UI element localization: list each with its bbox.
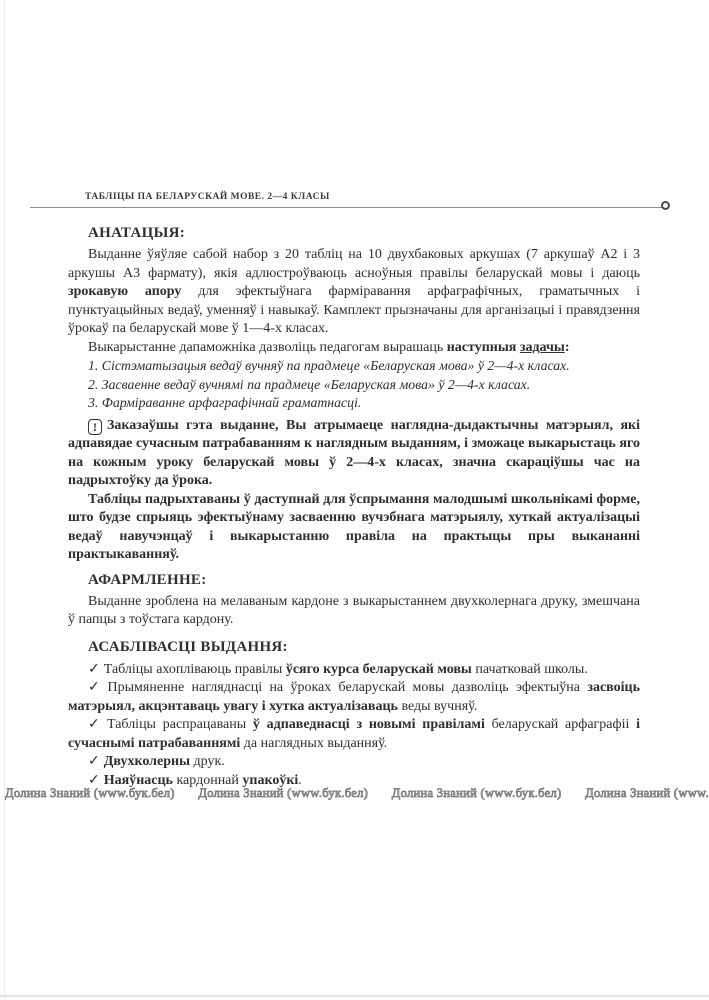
feature-text: Прымяненне нагляднасці на ўроках беларускай мовы дазволіць эфектыўна засвоіць матэрыял, акцэнтаваць увагу і хутка актуалізаваць веды вучняў. xyxy=(68,680,640,714)
feature-item xyxy=(68,679,640,716)
watermark-row xyxy=(5,786,709,801)
page-content xyxy=(68,222,640,790)
check-icon: ✓ xyxy=(88,717,103,732)
feature-text: Двухколерны друк. xyxy=(103,754,225,769)
check-icon: ✓ xyxy=(88,680,104,695)
annotation-paragraph-1: Выданне ўяўляе сабой набор з 20 табліц на 10 двухбаковых аркушах (7 аркушаў А2 і 3 аркушы А3 фармату), якія адлюстроўваюць асноўныя правілы беларускай мовы і даюць зрокавую апору для эфектыўнага фарміравання арфаграфічных, граматычных і пунктуацыйных ведаў, уменняў і навыкаў. Камплект прызначаны для арганізацыі і правядзення ўрокаў па беларускай мове ў 1—4-х класах. xyxy=(68,247,640,336)
exclamation-icon: ! xyxy=(88,419,102,435)
task-item: 3. Фарміраванне арфаграфічнай граматнасці. xyxy=(88,395,362,410)
task-item: 2. Засваенне ведаў вучнямі па прадмеце «Беларуская мова» ў 2—4-х класах. xyxy=(88,376,531,392)
design-paragraph: Выданне зроблена на мелаваным кардоне з выкарыстаннем двухколернага друку, змешчана ў папцы з тоўстага кардону. xyxy=(68,593,640,627)
order-notice-paragraph xyxy=(68,417,640,491)
feature-item xyxy=(68,753,640,772)
feature-item xyxy=(68,716,640,753)
header-rule xyxy=(30,207,662,208)
section-heading-features: АСАБЛІВАСЦІ ВЫДАННЯ: xyxy=(88,638,288,655)
watermark: Долина Знаний (www. xyxy=(585,786,709,800)
section-heading-design: АФАРМЛЕННЕ: xyxy=(88,571,207,588)
annotation-paragraph-3: Табліцы падрыхтаваны ў даступнай для ўспрымання малодшымі школьнікамі форме, што будзе спрыяць эфектыўнаму засваенню вучэбнага матэрыялу, хуткай актуалізацыі ведаў навучэнцаў і выкарыстанню правіла на практыцы пры выкананні практыкаванняў. xyxy=(68,491,640,562)
running-header: ТАБЛІЦЫ ПА БЕЛАРУСКАЙ МОВЕ. 2—4 КЛАСЫ xyxy=(85,192,330,202)
page-bottom-edge xyxy=(0,995,709,997)
watermark: Долина Знаний (www.бук.бел) xyxy=(198,786,369,800)
task-item: 1. Сістэматызацыя ведаў вучняў па прадмеце «Беларуская мова» ў 2—4-х класах. xyxy=(88,358,570,373)
feature-text: Наяўнасць кардоннай упакоўкі. xyxy=(103,772,302,788)
annotation-paragraph-2: Выкарыстанне дапаможніка дазволіць педагогам вырашаць наступныя задачы: xyxy=(88,339,570,355)
check-icon: ✓ xyxy=(88,661,100,677)
section-heading-annotation: АНАТАЦЫЯ: xyxy=(88,225,186,241)
watermark: Долина Знаний (www.бук.бел) xyxy=(5,786,175,800)
feature-text: Табліцы ахопліваюць правілы ўсяго курса беларускай мовы пачатковай школы. xyxy=(103,661,588,677)
ring-icon xyxy=(661,201,670,210)
check-icon: ✓ xyxy=(88,772,100,788)
watermark: Долина Знаний (www.бук.бел) xyxy=(391,786,562,800)
feature-item xyxy=(68,661,640,680)
check-icon: ✓ xyxy=(88,754,100,769)
order-notice-text: Заказаўшы гэта выданне, Вы атрымаеце наглядна-дыдактычны матэрыял, які адпавядае сучасным патрабаванням к наглядным выданням, і зможаце выкарыстаць яго на кожным уроку беларускай мовы ў 2—4-х класах, значна скараціўшы час на падрыхтоўку да ўрока. xyxy=(68,417,640,488)
feature-text: Табліцы распрацаваны ў адпаведнасці з новымі правіламі беларускай арфаграфіі і сучаснымі патрабаваннямі да наглядных выданняў. xyxy=(68,717,641,751)
page-left-edge xyxy=(4,0,5,1000)
task-list xyxy=(68,357,640,413)
